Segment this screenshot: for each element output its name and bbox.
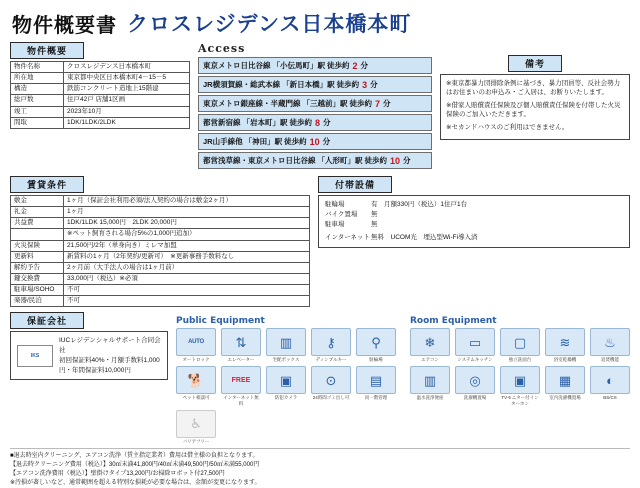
access-minutes: 10 — [309, 136, 320, 147]
equipment-item — [545, 328, 585, 362]
bs-cs-icon: ◐ — [590, 366, 630, 394]
overview-key: 所在地 — [11, 73, 64, 84]
equipment-label: 室内洗濯機置場 — [549, 395, 581, 401]
lease-key: 敷金 — [11, 196, 64, 207]
facility-key: バイク置場 — [325, 210, 358, 218]
table-row — [11, 84, 190, 95]
equipment-label: システムキッチン — [457, 357, 493, 363]
remarks-heading-wrap — [440, 55, 630, 72]
equipment-item — [311, 366, 351, 405]
free-internet-icon: FREE — [221, 366, 261, 394]
footer-line: ※汚損が著しいなど、通常範囲を超える特別な損耗が必要な場合は、金額が変更になります。 — [10, 479, 261, 486]
public-equipment — [176, 316, 396, 444]
warm-water-toilet-icon: ▥ — [410, 366, 450, 394]
equipment-item — [545, 366, 585, 405]
guarantee-fees: 初回保証料40%・月額手数料1,000円・年間保証料10,000円 — [59, 356, 160, 374]
table-row — [11, 218, 310, 229]
table-row — [11, 95, 190, 106]
access-line: 東京メトロ銀座線・半蔵門線 — [203, 99, 301, 108]
facility-row — [325, 210, 623, 220]
access-minutes: 3 — [362, 79, 368, 90]
security-camera-icon: ▣ — [266, 366, 306, 394]
facility-row — [325, 200, 623, 210]
lease-value: 33,000円（税込）※必須 — [64, 273, 310, 284]
lease-value: 21,500円/2年（単身向き）ミレマ加盟 — [64, 240, 310, 251]
equipment-label: 同一階管理 — [364, 395, 388, 401]
equipment-label: インターネット無料 — [223, 395, 259, 406]
bicycle-parking-icon: ⚲ — [356, 328, 396, 356]
access-station: 「新日本橋」駅 — [282, 80, 335, 89]
guarantee-column — [10, 312, 168, 380]
facilities-heading-wrap — [318, 176, 630, 193]
equipment-item — [221, 328, 261, 362]
access-walk: 徒歩約 — [364, 156, 387, 165]
access-line: 都営浅草線・東京メトロ日比谷線 — [203, 156, 316, 165]
equipment-item — [356, 328, 396, 362]
equipment-item — [590, 366, 630, 405]
equipment-label: オートロック — [182, 357, 210, 363]
access-station: 「神田」駅 — [244, 137, 283, 146]
overview-key: 物件名称 — [11, 62, 64, 73]
access-list — [198, 55, 432, 171]
list-item — [198, 57, 432, 74]
lease-value: 新賃料の1ヶ月（2年契約/更新可） ※更新事務手数料なし — [64, 251, 310, 262]
table-row — [11, 251, 310, 262]
table-row — [11, 296, 310, 307]
lease-value: 不可 — [64, 285, 310, 296]
table-row — [11, 196, 310, 207]
guarantee-company: IUCレジデンシャルサポート合同会社 — [59, 337, 161, 354]
list-item — [198, 152, 432, 169]
equipment-item — [500, 328, 540, 362]
equipment-item — [410, 328, 450, 362]
lease-key: 共益費 — [11, 218, 64, 229]
equipment-label: エレベーター — [227, 357, 255, 363]
equipment-item — [410, 366, 450, 405]
facilities-heading: 付帯設備 — [318, 176, 392, 193]
lease-key — [11, 229, 64, 240]
footer-line: ■退去時室内クリーニング、エアコン洗浄（賃主指定業者）費用は借主様の負担となります。 — [10, 452, 259, 459]
equipment-label: 防犯カメラ — [274, 395, 298, 401]
overview-key: 間取 — [11, 117, 64, 128]
equipment-label: 駐輪場 — [369, 357, 383, 363]
table-row — [11, 262, 310, 273]
room-equipment — [410, 316, 630, 444]
overview-heading-wrap — [10, 42, 190, 59]
equipment-label: 浴室乾燥機 — [553, 357, 577, 363]
access-line: JR山手線他 — [203, 137, 243, 146]
equipment-item — [455, 328, 495, 362]
table-row — [11, 273, 310, 284]
overview-value: 住戸42戸 店舗1区画 — [64, 95, 190, 106]
overview-table — [10, 61, 190, 129]
access-unit: 分 — [323, 118, 331, 127]
overview-key: 構造 — [11, 84, 64, 95]
table-row — [11, 285, 310, 296]
dimple-key-icon: ⚷ — [311, 328, 351, 356]
equipment-item — [311, 328, 351, 362]
equipment-item — [266, 328, 306, 362]
lease-value: 1ヶ月（保証会社利用必須/法人契約の場合は敷金2ヶ月） — [64, 196, 310, 207]
footer-notes — [10, 448, 630, 488]
equipment-label: 24時間ゴミ出し可 — [312, 395, 350, 401]
facility-key: インターネット — [325, 234, 370, 242]
overview-heading: 物件概要 — [10, 42, 84, 59]
access-column — [198, 42, 630, 171]
access-minutes: 8 — [315, 117, 321, 128]
equipment-label: ディンプルキー — [315, 357, 347, 363]
lease-key: 礼金 — [11, 207, 64, 218]
lease-key: 鍵交換費 — [11, 273, 64, 284]
remarks-text: ※借家人賠償責任保険及び個人賠償責任保険を付帯した火災保険のご加入いただきます。 — [446, 101, 621, 119]
access-station: 「岩本町」駅 — [242, 118, 288, 127]
equipment-label: TVモニター付インターホン — [501, 395, 539, 406]
equipment-item — [266, 366, 306, 405]
equipment-label: 洗濯機置場 — [463, 395, 487, 401]
facility-value: 無料 UCOM光 埋込型Wi-Fi導入済 — [371, 234, 478, 242]
equipment-label: 温水洗浄便座 — [416, 395, 444, 401]
guarantee-text — [59, 336, 161, 375]
room-equipment-heading: Room Equipment — [410, 316, 497, 327]
lease-value: ※ペット飼育される場合5%の1,000円追加） — [64, 229, 310, 240]
delivery-box-icon: ▥ — [266, 328, 306, 356]
lease-value: 不可 — [64, 296, 310, 307]
equipment-label: 宅配ボックス — [272, 357, 300, 363]
equipment-label: 独立洗面台 — [508, 357, 532, 363]
facility-value: 無 — [371, 220, 378, 228]
facility-row — [325, 220, 623, 230]
middle-columns — [10, 176, 630, 307]
overview-value: クロスレジデンス日本橋本町 — [64, 62, 190, 73]
access-unit: 分 — [403, 156, 411, 165]
elevator-icon: ⇅ — [221, 328, 261, 356]
list-item — [198, 133, 432, 150]
overview-value: 鉄筋コンクリート造地上15階建 — [64, 84, 190, 95]
lease-key: 駐車場/SOHO — [11, 285, 64, 296]
bathroom-dryer-icon: ≋ — [545, 328, 585, 356]
lease-heading-wrap — [10, 176, 310, 193]
remarks-column — [440, 55, 630, 140]
barrier-free-icon: ♿ — [176, 410, 216, 438]
overview-column — [10, 42, 190, 129]
facility-key: 駐車場 — [325, 220, 345, 228]
access-unit: 分 — [383, 99, 391, 108]
access-walk: 徒歩約 — [327, 61, 350, 70]
bottom-columns — [10, 312, 630, 444]
access-minutes: 7 — [375, 98, 381, 109]
access-station: 「小伝馬町」駅 — [272, 61, 325, 70]
remarks-box — [440, 74, 630, 140]
property-name: クロスレジデンス日本橋本町 — [127, 12, 412, 36]
lease-heading: 賃貸条件 — [10, 176, 84, 193]
overview-key: 総戸数 — [11, 95, 64, 106]
table-row — [11, 240, 310, 251]
guarantee-logo: IKS — [17, 345, 53, 367]
access-walk: 徒歩約 — [336, 80, 360, 89]
equipment-wrap — [176, 316, 630, 444]
equipment-item — [356, 366, 396, 405]
tv-intercom-icon: ▣ — [500, 366, 540, 394]
access-remarks-row — [198, 55, 630, 171]
equipment-label: ペット相談可 — [182, 395, 210, 401]
auto-lock-icon: AUTO — [176, 328, 216, 356]
overview-value: 東京都中央区日本橋本町4－15－5 — [64, 73, 190, 84]
equipment-column — [176, 312, 630, 444]
table-row — [11, 117, 190, 128]
access-walk: 徒歩約 — [289, 118, 312, 127]
table-row — [11, 73, 190, 84]
management-icon: ▤ — [356, 366, 396, 394]
remarks-text: ※東京都暴力団排除条例に基づき、暴力団員等、反社会勢力はお住まいのお申込み・ご入居は、お断りいたします。 — [446, 80, 621, 97]
lease-key: 楽器/民泊 — [11, 296, 64, 307]
equipment-label: BS/CS — [603, 395, 617, 401]
24h-garbage-icon: ⊙ — [311, 366, 351, 394]
system-kitchen-icon: ▭ — [455, 328, 495, 356]
access-unit: 分 — [370, 80, 378, 89]
access-minutes: 2 — [352, 60, 358, 71]
table-row — [11, 229, 310, 240]
independent-washbasin-icon: ▢ — [500, 328, 540, 356]
access-walk: 徒歩約 — [349, 99, 372, 108]
facilities-box — [318, 195, 630, 248]
access-station: 「人形町」駅 — [317, 156, 363, 165]
equipment-item — [500, 366, 540, 405]
room-equipment-grid — [410, 328, 630, 406]
equipment-label: 追焚機能 — [601, 357, 619, 363]
list-item — [198, 95, 432, 112]
air-conditioner-icon: ❄ — [410, 328, 450, 356]
lease-key: 火災保険 — [11, 240, 64, 251]
facility-key: 駐輪場 — [325, 201, 345, 208]
access-minutes: 10 — [390, 155, 401, 166]
overview-key: 竣工 — [11, 106, 64, 117]
equipment-item — [455, 366, 495, 405]
lease-value: 2ヶ月前（大手法人の場合は1ヶ月前） — [64, 262, 310, 273]
lease-key: 解約予告 — [11, 262, 64, 273]
remarks-text: ※セカンドハウスのご利用はできません。 — [446, 123, 569, 131]
public-equipment-grid — [176, 328, 396, 444]
lease-key: 更新料 — [11, 251, 64, 262]
footer-line: 【退去時クリーニング費用（税込）】30㎡未満41,800円/40㎡未満49,500円/50㎡未満55,000円 — [10, 461, 260, 468]
pet-allowed-icon: 🐕 — [176, 366, 216, 394]
table-row — [11, 106, 190, 117]
footer-line: 【エアコン洗浄費用（税込）】壁掛けタイプ13,200円/お掃除ロボット付27,500円 — [10, 470, 225, 477]
table-row — [11, 207, 310, 218]
equipment-item — [176, 410, 216, 444]
reheating-bath-icon: ♨ — [590, 328, 630, 356]
access-unit: 分 — [360, 61, 369, 70]
access-walk: 徒歩約 — [284, 137, 307, 146]
equipment-item — [221, 366, 261, 405]
equipment-label: バリアフリー — [182, 438, 210, 444]
guarantee-heading-wrap — [10, 312, 168, 329]
facility-value: 無 — [371, 210, 378, 218]
facility-row-internet — [325, 233, 623, 243]
lease-value: 1ヶ月 — [64, 207, 310, 218]
overview-value: 1DK/1LDK/2LDK — [64, 117, 190, 128]
washing-machine-space-icon: ◎ — [455, 366, 495, 394]
overview-value: 2023年10月 — [64, 106, 190, 117]
equipment-item — [176, 328, 216, 362]
document-title: 物件概要書 — [12, 13, 117, 37]
access-heading: Access — [198, 42, 246, 55]
access-line: 東京メトロ日比谷線 — [203, 61, 271, 70]
facilities-column — [318, 176, 630, 248]
lease-column — [10, 176, 310, 307]
equipment-label: エアコン — [421, 357, 439, 363]
equipment-item — [176, 366, 216, 405]
public-equipment-heading: Public Equipment — [176, 316, 265, 327]
facility-value: 有 月額330円（税込）1住戸1台 — [371, 201, 468, 208]
guarantee-heading: 保証会社 — [10, 312, 84, 329]
list-item — [198, 114, 432, 131]
lease-value: 1DK/1LDK 15,000円 2LDK 20,000円 — [64, 218, 310, 229]
lease-table — [10, 195, 310, 307]
indoor-laundry-icon: ▦ — [545, 366, 585, 394]
access-line: JR横須賀線・総武本線 — [203, 80, 281, 89]
list-item — [198, 76, 432, 93]
equipment-item — [590, 328, 630, 362]
top-columns — [10, 42, 630, 171]
table-row — [11, 62, 190, 73]
document-header — [10, 6, 630, 42]
access-unit: 分 — [322, 137, 331, 146]
remarks-heading: 備考 — [508, 55, 562, 72]
access-line: 都営新宿線 — [203, 118, 241, 127]
guarantee-box — [10, 331, 168, 380]
access-station: 「三越前」駅 — [302, 99, 348, 108]
